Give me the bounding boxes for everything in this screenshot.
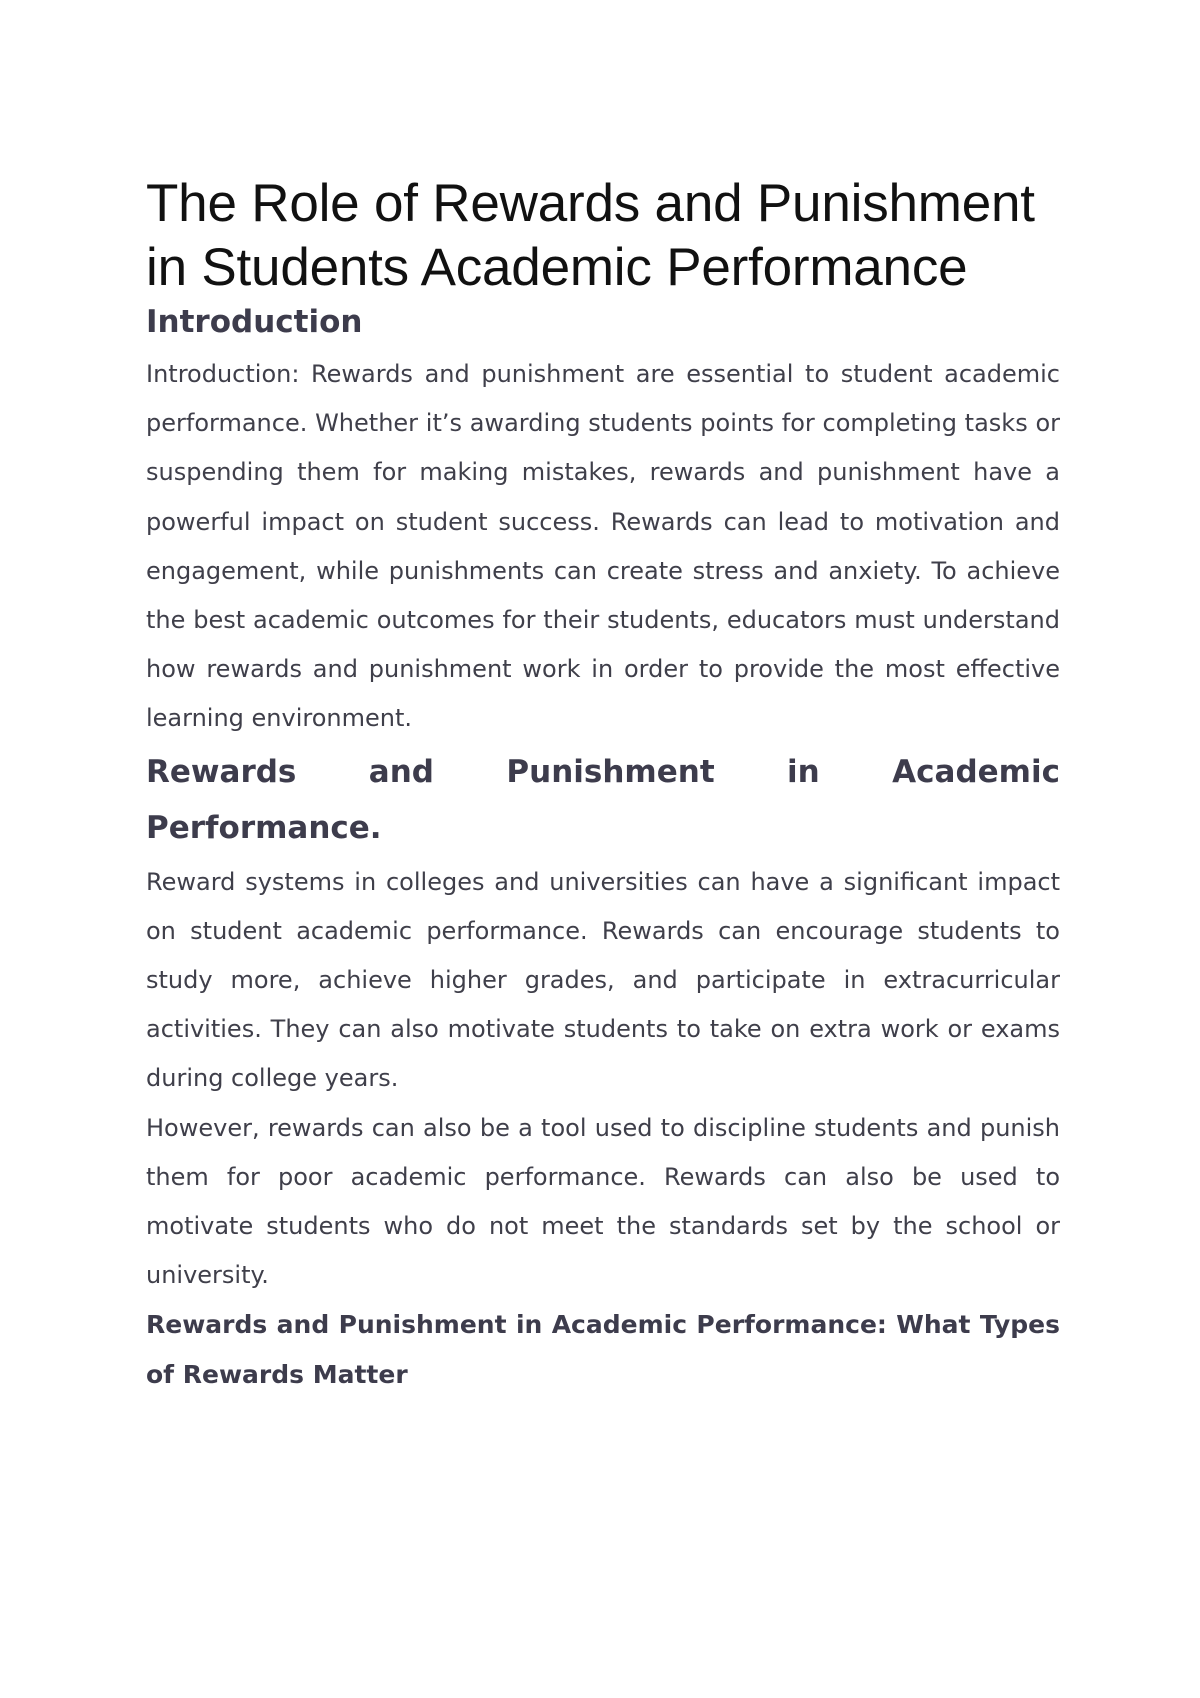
however-paragraph: However, rewards can also be a tool used to discipline students and punish them for poor academic performance. Rewards can also be used to motivate students who do not meet the standards set by the school or university. (146, 1113, 1060, 1290)
introduction-heading: Introduction (146, 304, 363, 340)
rewards-punishment-heading-line2: Performance. (146, 809, 382, 846)
types-of-rewards-heading: Rewards and Punishment in Academic Performance: What Types of Rewards Matter (146, 1310, 1060, 1389)
document-title: The Role of Rewards and Punishment in Students Academic Performance (146, 174, 1035, 297)
rewards-punishment-heading (146, 744, 1060, 856)
introduction-paragraph: Introduction: Rewards and punishment are essential to student academic performance. Whether it’s awarding students points for completing tasks or suspending them for making mistakes, rewards and punishment have a powerful impact on student success. Rewards can lead to motivation and engagement, while punishments can create stress and anxiety. To achieve the best academic outcomes for their students, educators must understand how rewards and punishment work in order to provide the most effective learning environment. (146, 360, 1060, 733)
document-page (146, 172, 1060, 1399)
rewards-punishment-heading-line1: Rewards and Punishment in Academic (146, 753, 1060, 790)
reward-systems-paragraph: Reward systems in colleges and universities can have a significant impact on student academic performance. Rewards can encourage students to study more, achieve higher grades, and participate in extracurricular activities. They can also motivate students to take on extra work or exams during college years. (146, 867, 1060, 1093)
